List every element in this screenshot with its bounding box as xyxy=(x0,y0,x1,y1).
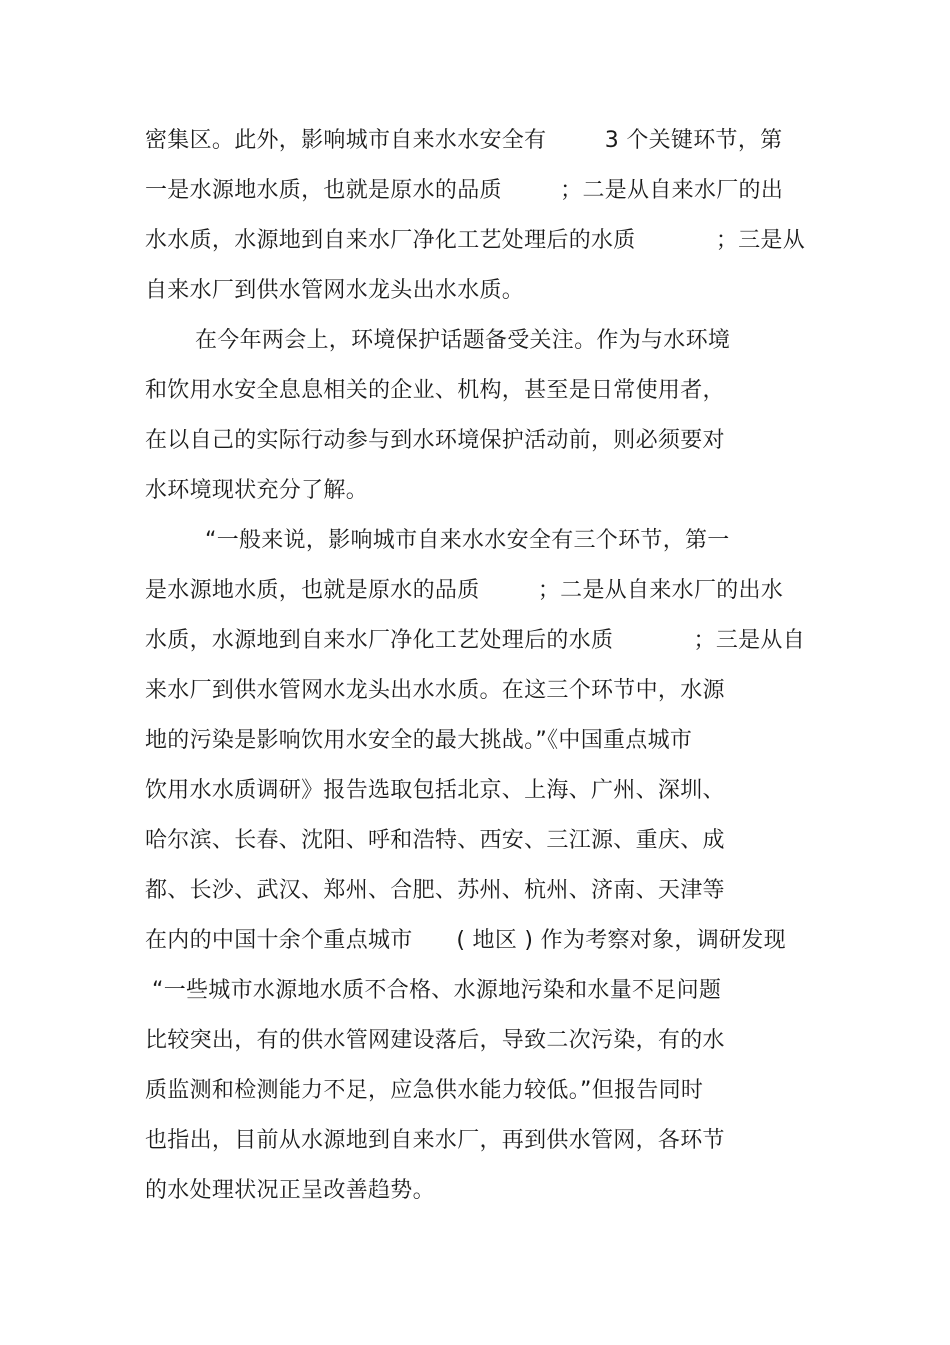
paragraph-3-line-10: “一些城市水源地水质不合格、水源地污染和水量不足问题 xyxy=(152,978,722,1003)
paragraph-2-line-4: 水环境现状充分了解。 xyxy=(145,478,369,503)
paragraph-3-line-6: 饮用水水质调研》报告选取包括北京、上海、广州、深圳、 xyxy=(145,778,725,803)
paragraph-2-line-1: 在今年两会上，环境保护话题备受关注。作为与水环境 xyxy=(195,328,731,353)
paragraph-1-line-1: 密集区。此外，影响城市自来水水安全有 3 个关键环节，第 xyxy=(145,128,783,153)
paragraph-1-line-3: 水水质，水源地到自来水厂净化工艺处理后的水质 ；三是从 xyxy=(145,228,806,253)
paragraph-3-line-13: 也指出，目前从水源地到自来水厂，再到供水管网，各环节 xyxy=(145,1128,725,1153)
paragraph-3-line-9: 在内的中国十余个重点城市 ( 地区 ) 作为考察对象，调研发现 xyxy=(145,928,786,953)
paragraph-3-line-14: 的水处理状况正呈改善趋势。 xyxy=(145,1178,435,1203)
paragraph-3-line-7: 哈尔滨、长春、沈阳、呼和浩特、西安、三江源、重庆、成 xyxy=(145,828,725,853)
paragraph-3-line-11: 比较突出，有的供水管网建设落后，导致二次污染，有的水 xyxy=(145,1028,725,1053)
paragraph-2-line-2: 和饮用水安全息息相关的企业、机构，甚至是日常使用者， xyxy=(145,378,725,403)
paragraph-3-line-4: 来水厂到供水管网水龙头出水水质。在这三个环节中，水源 xyxy=(145,678,725,703)
paragraph-3-line-2: 是水源地水质，也就是原水的品质 ；二是从自来水厂的出水 xyxy=(145,578,784,603)
paragraph-3-line-3: 水质，水源地到自来水厂净化工艺处理后的水质 ；三是从自 xyxy=(145,628,806,653)
paragraph-1-line-4: 自来水厂到供水管网水龙头出水水质。 xyxy=(145,278,525,303)
paragraph-3-line-5: 地的污染是影响饮用水安全的最大挑战。”《中国重点城市 xyxy=(145,728,693,753)
paragraph-3-line-12: 质监测和检测能力不足，应急供水能力较低。”但报告同时 xyxy=(145,1078,704,1103)
paragraph-3-line-1: “一般来说，影响城市自来水水安全有三个环节，第一 xyxy=(205,528,730,553)
paragraph-1-line-2: 一是水源地水质，也就是原水的品质 ；二是从自来水厂的出 xyxy=(145,178,784,203)
paragraph-2-line-3: 在以自己的实际行动参与到水环境保护活动前，则必须要对 xyxy=(145,428,725,453)
paragraph-3-line-8: 都、长沙、武汉、郑州、合肥、苏州、杭州、济南、天津等 xyxy=(145,878,725,903)
